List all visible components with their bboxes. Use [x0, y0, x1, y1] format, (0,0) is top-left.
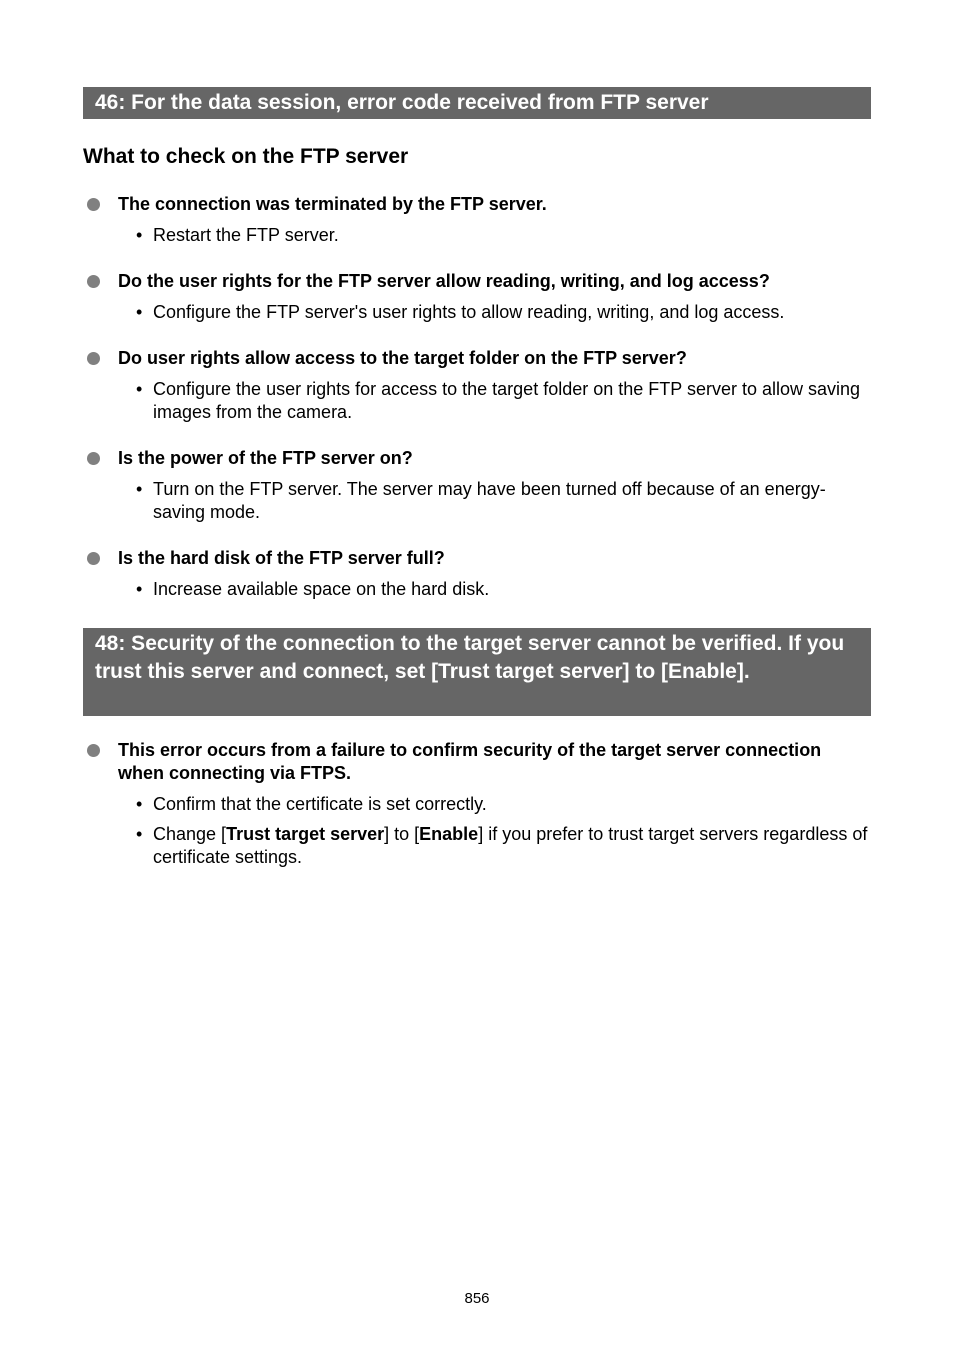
answer-text: Turn on the FTP server. The server may have been turned off because of an energy-saving mode.: [153, 479, 826, 522]
check-item: [83, 193, 871, 247]
bullet-icon: •: [136, 794, 143, 814]
question-text: Is the power of the FTP server on?: [118, 448, 413, 468]
circle-bullet-icon: [87, 552, 100, 565]
check-question: [83, 547, 871, 570]
setting-name-trust-target-server: Trust target server: [226, 824, 385, 844]
check-answer: [83, 224, 871, 247]
subheading-ftp-check: What to check on the FTP server: [83, 145, 409, 168]
check-answer: [83, 478, 871, 524]
circle-bullet-icon: [87, 744, 100, 757]
check-answer: [83, 378, 871, 424]
check-answer: [83, 793, 871, 816]
check-item: [83, 447, 871, 524]
answer-text: Configure the user rights for access to the target folder on the FTP server to allow saving images from the camera.: [153, 379, 861, 422]
check-item: [83, 547, 871, 601]
answer-text-pre: Change [: [153, 824, 227, 844]
answer-text: Confirm that the certificate is set correctly.: [153, 794, 487, 814]
circle-bullet-icon: [87, 275, 100, 288]
question-text: Do user rights allow access to the target folder on the FTP server?: [118, 348, 687, 368]
check-answer: [83, 823, 871, 869]
answer-text: Configure the FTP server's user rights to allow reading, writing, and log access.: [153, 302, 785, 322]
question-text: Do the user rights for the FTP server allow reading, writing, and log access?: [118, 271, 770, 291]
check-question: [83, 193, 871, 216]
question-text: This error occurs from a failure to confirm security of the target server connection when connecting via FTPS.: [118, 740, 822, 783]
question-text: The connection was terminated by the FTP server.: [118, 194, 547, 214]
question-text: Is the hard disk of the FTP server full?: [118, 548, 445, 568]
check-item: [83, 347, 871, 424]
check-item: [83, 739, 871, 869]
check-question: [83, 347, 871, 370]
bullet-icon: •: [136, 824, 143, 844]
setting-value-enable: Enable: [419, 824, 479, 844]
circle-bullet-icon: [87, 452, 100, 465]
bullet-icon: •: [136, 379, 143, 399]
check-question: [83, 739, 871, 785]
answer-text: Restart the FTP server.: [153, 225, 339, 245]
answer-text-post: ] if you prefer to trust target servers regardless of certificate settings.: [153, 824, 868, 867]
page-number: 856: [464, 1290, 490, 1307]
bullet-icon: •: [136, 225, 143, 245]
check-answer: [83, 578, 871, 601]
section-48-heading: 48: Security of the connection to the target server cannot be verified. If you trust this server and connect, set [Trust target server] to [Enable].: [83, 628, 871, 716]
answer-text: Increase available space on the hard disk.: [153, 579, 490, 599]
section-46-heading: 46: For the data session, error code received from FTP server: [83, 87, 871, 119]
check-question: [83, 447, 871, 470]
circle-bullet-icon: [87, 352, 100, 365]
answer-text-mid: ] to [: [384, 824, 420, 844]
check-item: [83, 270, 871, 324]
bullet-icon: •: [136, 479, 143, 499]
circle-bullet-icon: [87, 198, 100, 211]
bullet-icon: •: [136, 579, 143, 599]
check-question: [83, 270, 871, 293]
bullet-icon: •: [136, 302, 143, 322]
check-answer: [83, 301, 871, 324]
